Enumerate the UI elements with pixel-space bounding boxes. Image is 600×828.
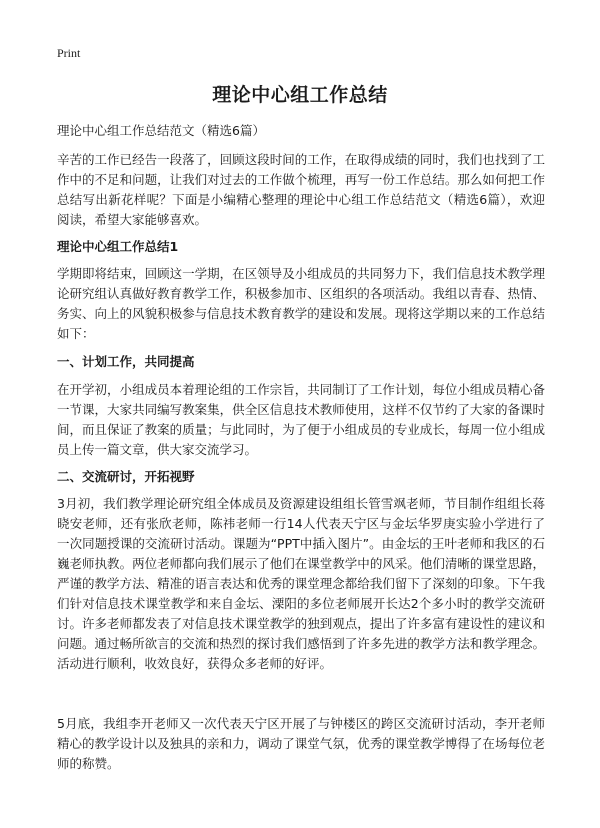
summary1-paragraph: 学期即将结束，回顾这一学期，在区领导及小组成员的共同努力下，我们信息技术教学理论研究组认真做好教育教学工作，积极参加市、区组织的各项活动。我组以青春、热情、务实、向上的风貌积极参与信息技术教育教学的建设和发展。现将这学期以来的工作总结如下： (57, 266, 545, 341)
print-link[interactable]: Print (57, 46, 81, 60)
may-paragraph: 5月底，我组李开老师又一次代表天宁区开展了与钟楼区的跨区交流研讨活动，李开老师精心的教学设计以及独具的亲和力，调动了课堂气氛，优秀的课堂教学博得了在场每位老师的称赞。 (57, 716, 545, 771)
document-subtitle: 理论中心组工作总结范文（精选6篇） (57, 123, 265, 138)
section-heading-exchange: 二、交流研讨，开拓视野 (57, 469, 195, 484)
section-heading-plan: 一、计划工作，共同提高 (57, 354, 195, 369)
section-heading-summary1: 理论中心组工作总结1 (57, 239, 179, 254)
exchange-paragraph: 3月初，我们教学理论研究组全体成员及资源建设组组长管雪飒老师，节目制作组组长蒋晓安老师，还有张欣老师，陈祎老师一行14人代表天宁区与金坛华罗庚实验小学进行了一次同题授课的交流研讨活动。课题为“PPT中插入图片”。由金坛的王叶老师和我区的石巍老师执教。两位老师都向我们展示了他们在课堂教学中的风采。他们清晰的课堂思路，严谨的教学方法、精准的语言表达和优秀的课堂理念都给我们留下了深刻的印象。下午我们针对信息技术课堂教学和来自金坛、溧阳的多位老师展开长达2个多小时的教学交流研讨。许多老师都发表了对信息技术课堂教学的独到观点，提出了许多富有建设性的建议和问题。通过畅所欲言的交流和热烈的探讨我们感悟到了许多先进的教学方法和教学理念。活动进行顺利，收效良好，获得众多老师的好评。 (57, 496, 545, 671)
page-title: 理论中心组工作总结 (212, 84, 388, 106)
intro-paragraph: 辛苦的工作已经告一段落了，回顾这段时间的工作，在取得成绩的同时，我们也找到了工作中的不足和问题，让我们对过去的工作做个梳理，再写一份工作总结。那么如何把工作总结写出新花样呢？下面是小编精心整理的理论中心组工作总结范文（精选6篇），欢迎阅读，希望大家能够喜欢。 (57, 152, 545, 227)
plan-paragraph: 在开学初，小组成员本着理论组的工作宗旨，共同制订了工作计划，每位小组成员精心备一节课，大家共同编写教案集，供全区信息技术教师使用，这样不仅节约了大家的备课时间，而且保证了教案的质量；与此同时，为了便于小组成员的专业成长，每周一位小组成员上传一篇文章，供大家交流学习。 (57, 382, 545, 457)
